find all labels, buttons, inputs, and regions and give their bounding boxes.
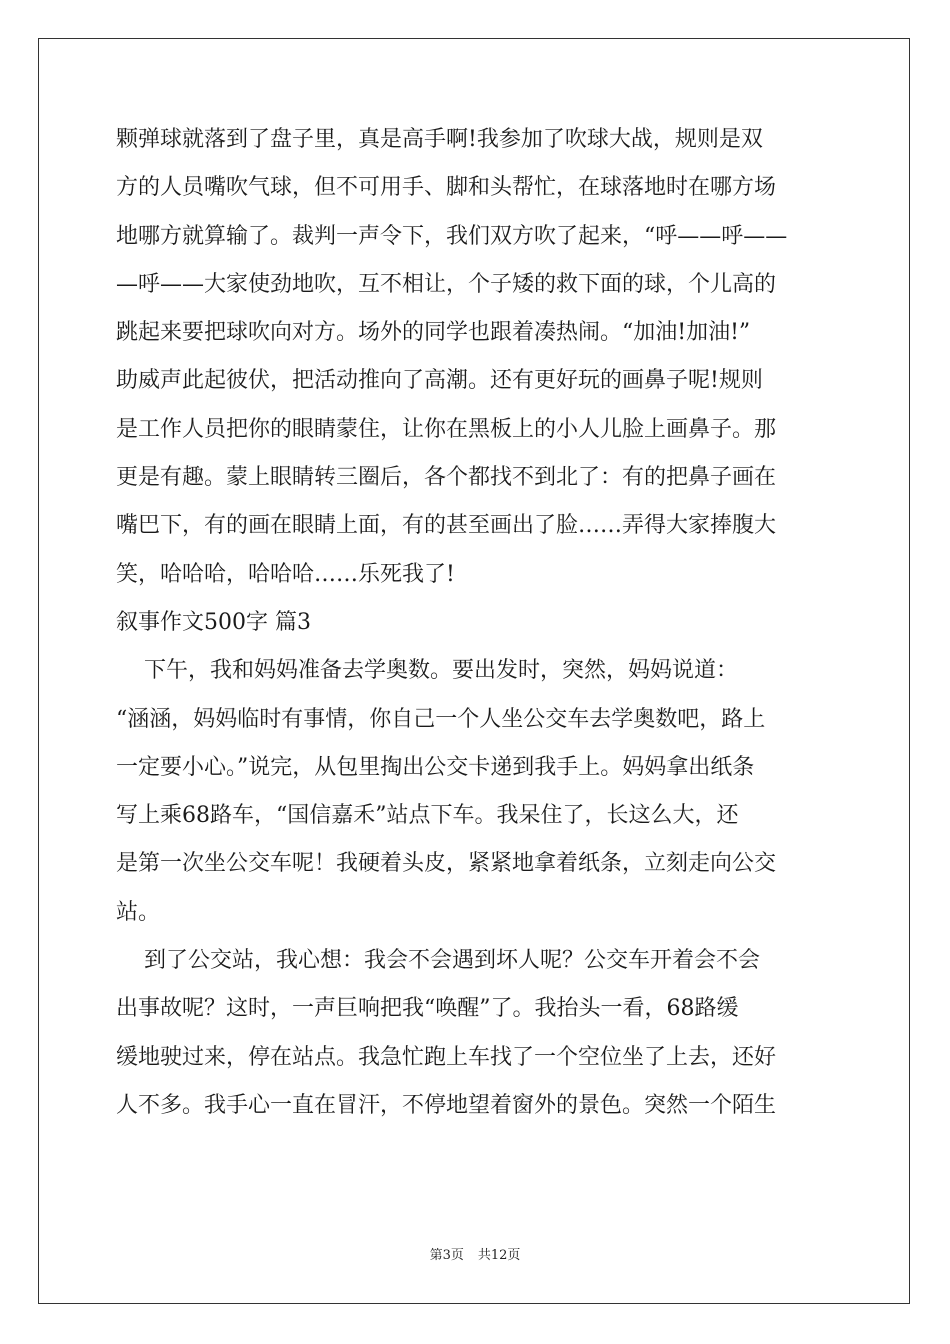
text-line: 到了公交站，我心想：我会不会遇到坏人呢？公交车开着会不会	[116, 948, 760, 974]
section-heading: 叙事作文500字 篇3	[116, 609, 311, 635]
text-line: 站。	[116, 899, 161, 925]
page-number-current: 第3页	[429, 1248, 464, 1263]
text-line: 写上乘68路车，“国信嘉禾”站点下车。我呆住了，长这么大，还	[116, 803, 739, 829]
text-line: 助威声此起彼伏，把活动推向了高潮。还有更好玩的画鼻子呢!规则	[116, 368, 763, 394]
text-line: 是第一次坐公交车呢！我硬着头皮，紧紧地拿着纸条，立刻走向公交	[116, 851, 777, 877]
paragraph-continuation	[116, 128, 836, 587]
text-line: 是工作人员把你的眼睛蒙住，让你在黑板上的小人儿脸上画鼻子。那	[116, 416, 777, 442]
text-line: 跳起来要把球吹向对方。场外的同学也跟着凑热闹。“加油!加油!”	[116, 320, 751, 346]
text-line: 笑，哈哈哈，哈哈哈……乐死我了!	[116, 561, 455, 587]
text-line: 地哪方就算输了。裁判一声令下，我们双方吹了起来，“呼——呼——	[116, 223, 788, 249]
text-line: 更是有趣。蒙上眼睛转三圈后，各个都找不到北了：有的把鼻子画在	[116, 465, 777, 491]
text-line: 人不多。我手心一直在冒汗，不停地望着窗外的景色。突然一个陌生	[116, 1092, 777, 1118]
text-line: 出事故呢？这时，一声巨响把我“唤醒”了。我抬头一看，68路缓	[116, 996, 739, 1022]
text-line: 嘴巴下，有的画在眼睛上面，有的甚至画出了脸……弄得大家捧腹大	[116, 513, 777, 539]
text-line: “涵涵，妈妈临时有事情，你自己一个人坐公交车去学奥数吧，路上	[116, 706, 766, 732]
paragraph-2	[116, 659, 836, 924]
text-line: 一定要小心。”说完，从包里掏出公交卡递到我手上。妈妈拿出纸条	[116, 754, 755, 780]
text-line: 颗弹球就落到了盘子里，真是高手啊!我参加了吹球大战，规则是双	[116, 127, 763, 152]
document-body	[116, 128, 836, 1142]
text-line: 下午，我和妈妈准备去学奥数。要出发时，突然，妈妈说道：	[116, 658, 738, 684]
page-number-total: 共12页	[477, 1248, 521, 1263]
text-line: —呼——大家使劲地吹，互不相让，个子矮的救下面的球，个儿高的	[116, 271, 777, 297]
page-footer	[0, 1248, 950, 1264]
paragraph-3	[116, 949, 836, 1118]
text-line: 方的人员嘴吹气球，但不可用手、脚和头帮忙，在球落地时在哪方场	[116, 175, 777, 201]
text-line: 缓地驶过来，停在站点。我急忙跑上车找了一个空位坐了上去，还好	[116, 1044, 777, 1070]
